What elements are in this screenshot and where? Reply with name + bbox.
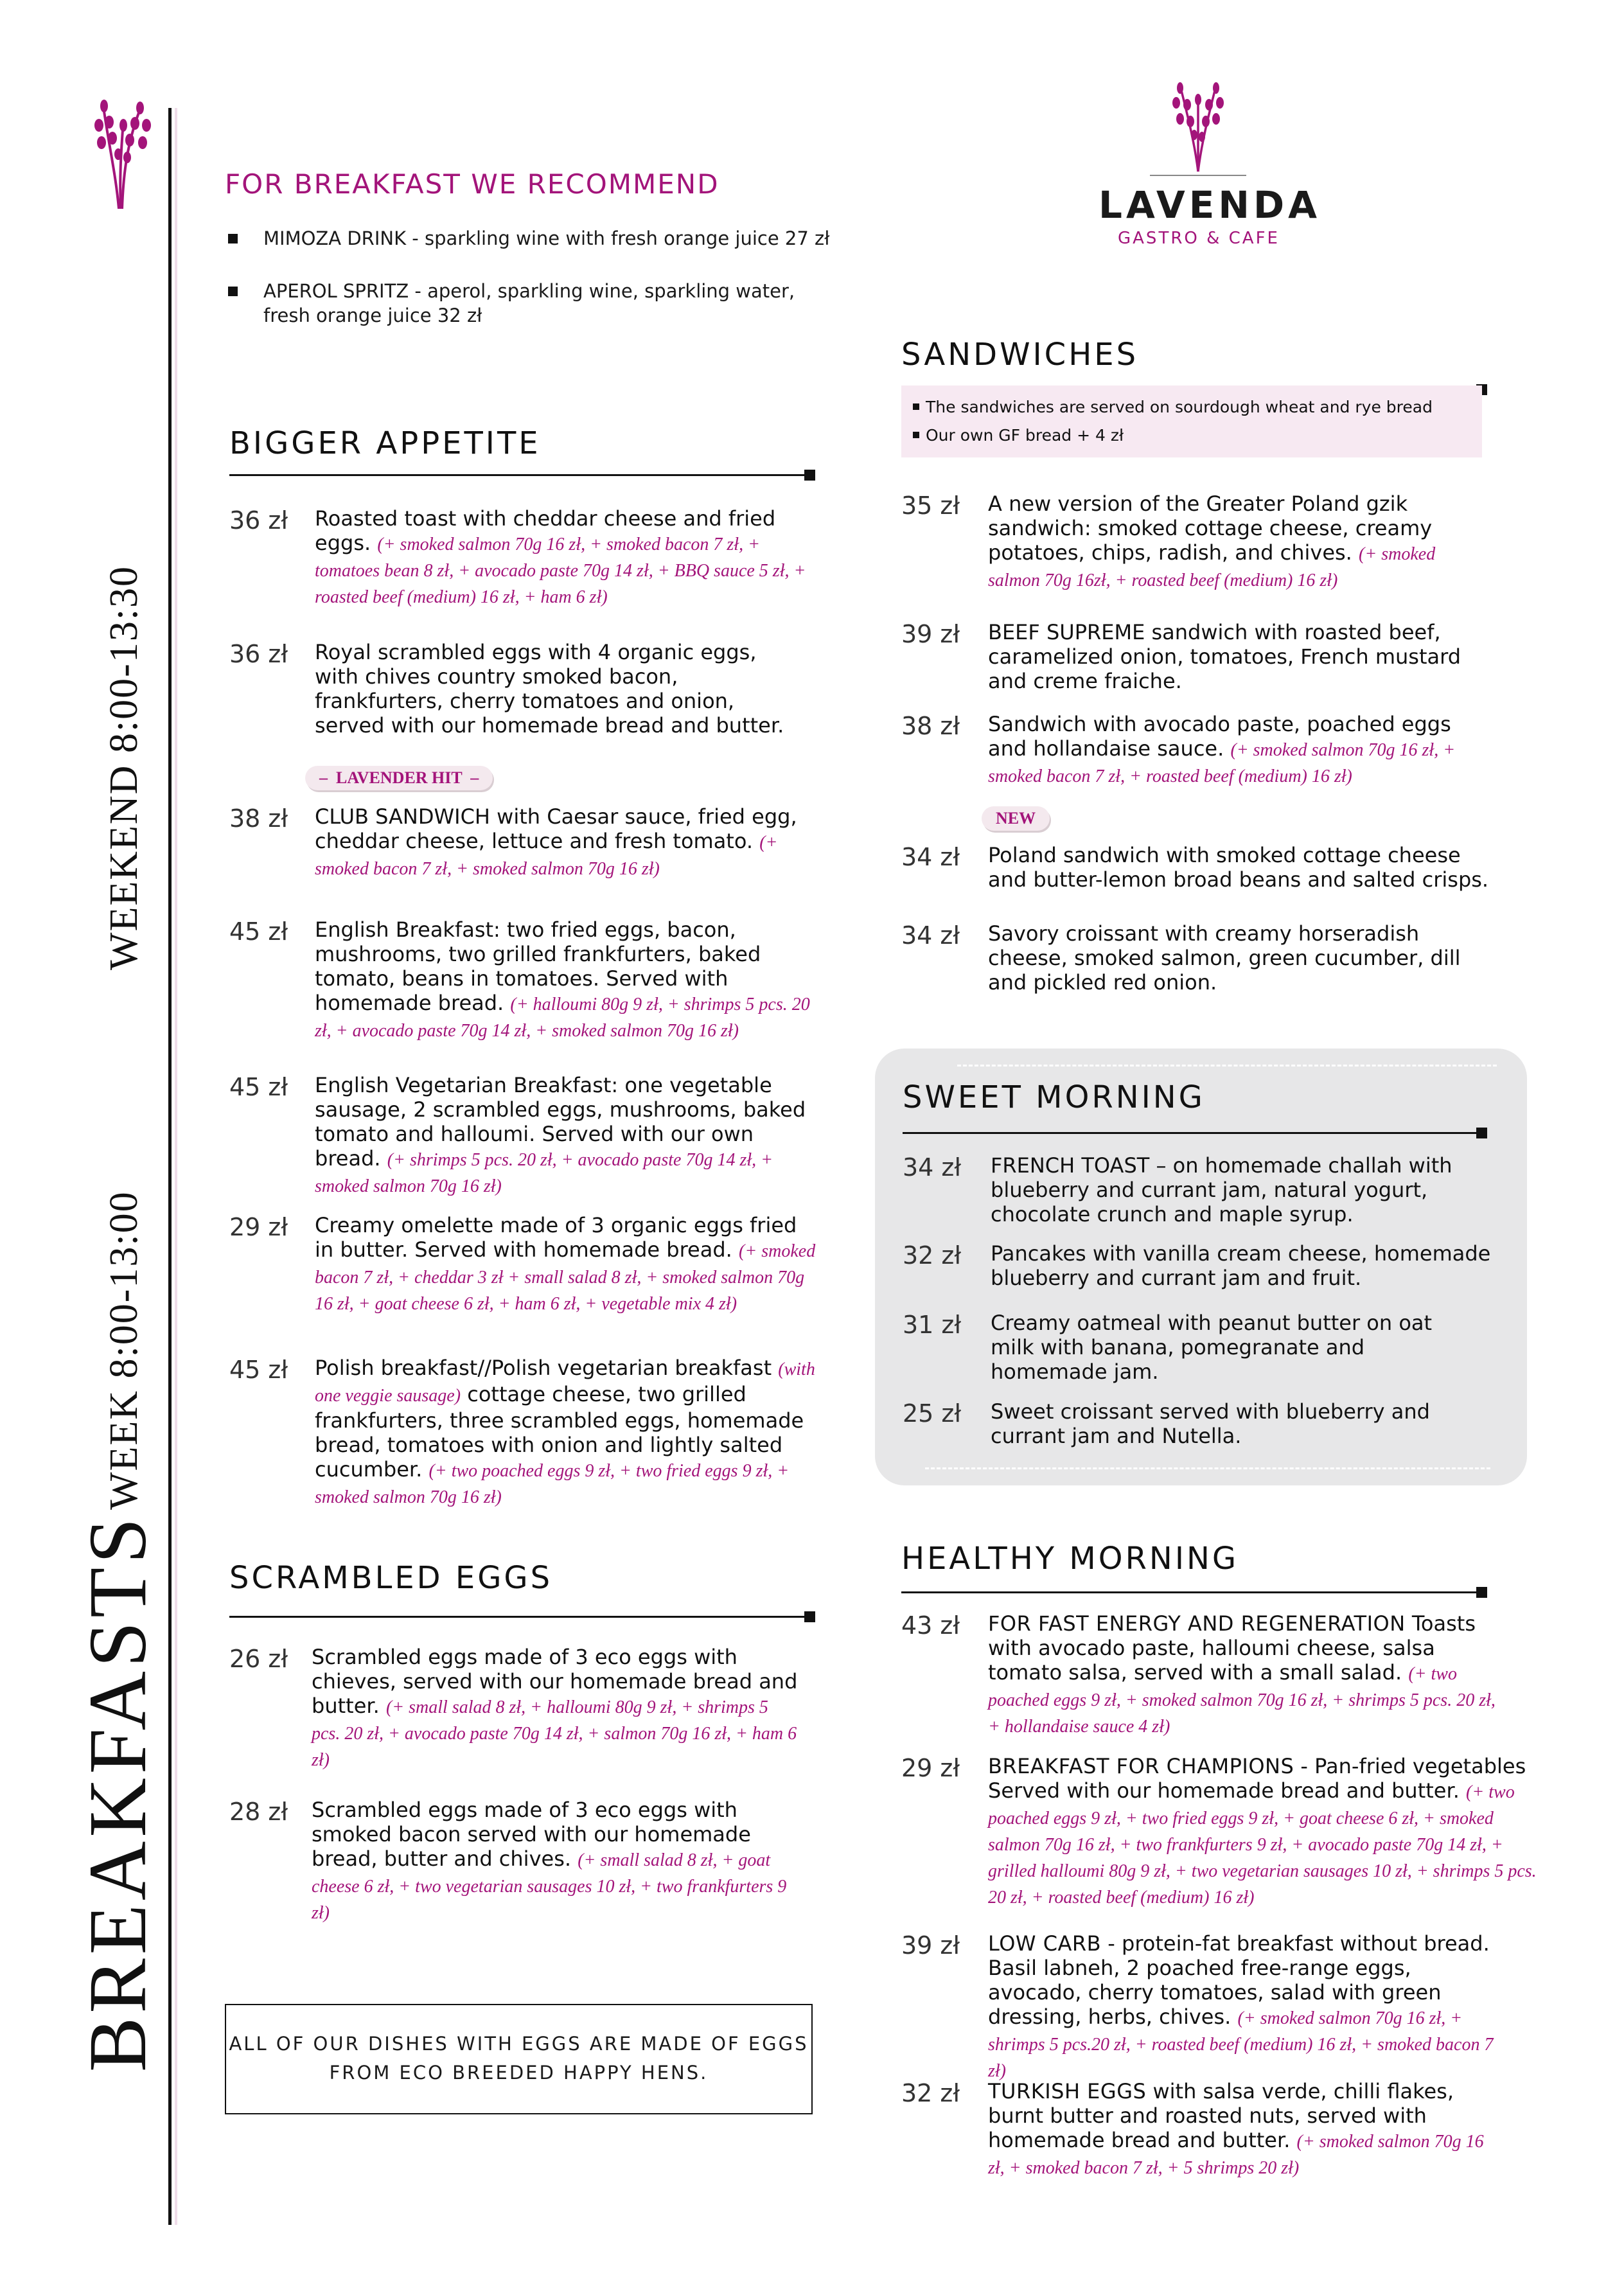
brand-name: LAVENDA <box>1099 183 1321 227</box>
new-badge: NEW <box>982 806 1050 831</box>
item-description: FRENCH TOAST – on homemade challah with blueberry and currant jam, natural yogurt, chocolate crunch and maple syrup. <box>991 1153 1452 1226</box>
item-price: 35 zł <box>901 491 960 520</box>
item-extras: (+ smoked bacon 7 zł, + cheddar 3 zł + small salad 8 zł, + smoked salmon 70g 16 zł, + goat cheese 6 zł, + ham 6 zł, + vegetable mix 4 zł) <box>315 1241 816 1314</box>
item-price: 36 zł <box>229 640 288 668</box>
sidebar-accent-line <box>175 108 177 2225</box>
item-description: Polish breakfast//Polish vegetarian breakfast <box>315 1356 772 1380</box>
item-extras: (+ smoked bacon 7 zł, + smoked salmon 70g 16 zł) <box>315 833 778 879</box>
item-price: 31 zł <box>903 1311 962 1339</box>
section-title-sandwiches: SANDWICHES <box>901 337 1139 373</box>
item-extras: (+ small salad 8 zł, + halloumi 80g 9 zł, + shrimps 5 pcs. 20 zł, + avocado paste 70g 14 zł, + salmon 70g 16 zł, + ham 6 zł) <box>312 1697 797 1770</box>
item-price: 29 zł <box>229 1213 288 1241</box>
section-title-healthy-morning: HEALTHY MORNING <box>901 1541 1239 1577</box>
item-extras: (+ two poached eggs 9 zł, + two fried eggs 9 zł, + smoked salmon 70g 16 zł) <box>315 1461 790 1507</box>
bullet-icon <box>913 432 919 438</box>
item-price: 39 zł <box>901 1931 960 1960</box>
item-name: FOR FAST ENERGY AND REGENERATION <box>988 1611 1406 1636</box>
bullet-icon <box>228 287 238 296</box>
item-price: 34 zł <box>903 1153 962 1182</box>
item-price: 45 zł <box>229 917 288 946</box>
brand-tagline: GASTRO & CAFE <box>1118 229 1280 248</box>
item-extras: (+ halloumi 80g 9 zł, + shrimps 5 pcs. 20 zł, + avocado paste 70g 14 zł, + smoked salmon 70g 16 zł) <box>315 995 810 1041</box>
item-price: 34 zł <box>901 921 960 950</box>
item-description: - protein-fat breakfast without bread. Basil labneh, 2 poached free-range eggs, avocado, cherry tomatoes, salad with green dressing, herbs, chives. <box>988 1931 1490 2029</box>
lavender-hit-badge: – LAVENDER HIT – <box>305 766 493 790</box>
logo-divider <box>1150 175 1246 176</box>
item-description: Sandwich with avocado paste, poached eggs and hollandaise sauce. <box>988 712 1451 761</box>
recommend-item: MIMOZA DRINK - sparkling wine with fresh orange juice 27 zł <box>228 226 858 251</box>
section-title-sweet-morning: SWEET MORNING <box>903 1079 1205 1115</box>
item-price: 28 zł <box>229 1798 288 1826</box>
bullet-icon <box>913 403 919 410</box>
item-price: 32 zł <box>901 2079 960 2107</box>
item-name: LOW CARB <box>988 1931 1102 1956</box>
panel-dashed-border <box>957 1065 1497 1067</box>
section-rule <box>901 1591 1486 1593</box>
section-rule <box>229 1616 814 1618</box>
item-price: 39 zł <box>901 620 960 648</box>
item-extras: (with one veggie sausage) <box>315 1359 815 1406</box>
section-title-scrambled-eggs: SCRAMBLED EGGS <box>229 1560 553 1596</box>
item-name: TURKISH EGGS <box>988 2079 1147 2103</box>
item-extras: (+ small salad 8 zł, + goat cheese 6 zł, + two vegetarian sausages 10 zł, + two frankfurters 9 zł) <box>312 1850 787 1923</box>
item-description: Poland sandwich with smoked cottage cheese and butter-lemon broad beans and salted crisps. <box>988 843 1489 892</box>
item-description: CLUB SANDWICH with Caesar sauce, fried egg, cheddar cheese, lettuce and fresh tomato. <box>315 804 797 853</box>
eggs-note: ALL OF OUR DISHES WITH EGGS ARE MADE OF EGGS FROM ECO BREEDED HAPPY HENS. <box>225 2004 813 2114</box>
lavender-icon <box>90 96 154 212</box>
item-price: 43 zł <box>901 1611 960 1640</box>
item-price: 38 zł <box>901 712 960 740</box>
item-description: Royal scrambled eggs with 4 organic eggs, with chives country smoked bacon, frankfurters, cherry tomatoes and onion, served with our homemade bread and butter. <box>315 640 784 738</box>
item-extras: (+ smoked salmon 70g 16 zł, + smoked bacon 7 zł, + tomatoes bean 8 zł, + avocado paste 70g 14 zł, + BBQ sauce 5 zł, + roasted beef (medium) 16 zł, + ham 6 zł) <box>315 535 806 607</box>
item-description: A new version of the Greater Poland gzik sandwich: smoked cottage cheese, creamy potatoes, chips, radish, and chives. <box>988 491 1433 565</box>
item-description: with salsa verde, chilli flakes, burnt butter and roasted nuts, served with homemade bread and butter. <box>988 2079 1454 2152</box>
item-price: 38 zł <box>229 804 288 833</box>
item-description: - Pan-fried vegetables Served with our homemade bread and butter. <box>988 1754 1526 1803</box>
item-description: Scrambled eggs made of 3 eco eggs with smoked bacon served with our homemade bread, butter and chives. <box>312 1798 751 1871</box>
item-extras: (+ smoked salmon 70g 16 zł, + shrimps 5 pcs.20 zł, + roasted beef (medium) 16 zł, + smoked bacon 7 zł) <box>988 2008 1494 2081</box>
item-price: 45 zł <box>229 1073 288 1101</box>
item-extras: (+ smoked salmon 70g 16 zł, + smoked bacon 7 zł, + 5 shrimps 20 zł) <box>988 2132 1484 2178</box>
item-price: 45 zł <box>229 1356 288 1384</box>
item-description: English Vegetarian Breakfast: one vegetable sausage, 2 scrambled eggs, mushrooms, baked tomato and halloumi. Served with our own bread. <box>315 1073 806 1171</box>
section-rule <box>229 474 814 476</box>
bullet-icon <box>228 234 238 243</box>
item-description: Sweet croissant served with blueberry and currant jam and Nutella. <box>991 1399 1430 1448</box>
item-description: Scrambled eggs made of 3 eco eggs with chieves, served with our homemade bread and butter. <box>312 1645 798 1718</box>
item-description: Roasted toast with cheddar cheese and fried eggs. <box>315 506 776 555</box>
item-price: 36 zł <box>229 506 288 535</box>
item-price: 34 zł <box>901 843 960 871</box>
sidebar-divider <box>168 108 172 2225</box>
sidebar-title: BREAKFASTS <box>72 1514 163 2072</box>
item-price: 25 zł <box>903 1399 962 1428</box>
item-description: English Breakfast: two fried eggs, bacon, mushrooms, two grilled frankfurters, baked tomato, beans in tomatoes. Served with homemade bread. <box>315 917 761 1015</box>
week-hours: WEEK 8:00-13:00 <box>102 1191 146 1510</box>
panel-dashed-border <box>925 1467 1490 1469</box>
item-description: Creamy oatmeal with peanut butter on oat milk with banana, pomegranate and homemade jam. <box>991 1311 1433 1384</box>
item-extras: (+ two poached eggs 9 zł, + two fried eggs 9 zł, + goat cheese 6 zł, + smoked salmon 70g 16 zł, + two frankfurters 9 zł, + avocado paste 70g 14 zł, + grilled halloumi 80g 9 zł, + two vegetarian sausages 10 zł, + shrimps 5 pcs. 20 zł, + roasted beef (medium) 16 zł) <box>988 1782 1537 1908</box>
item-name: BREAKFAST FOR CHAMPIONS <box>988 1754 1294 1778</box>
logo-lavender-icon <box>1166 80 1230 173</box>
item-extras: (+ smoked salmon 70g 16 zł, + smoked bacon 7 zł, + roasted beef (medium) 16 zł) <box>988 740 1456 786</box>
item-description: Pancakes with vanilla cream cheese, homemade blueberry and currant jam and fruit. <box>991 1241 1491 1290</box>
item-extras: (+ smoked salmon 70g 16zł, + roasted beef (medium) 16 zł) <box>988 544 1436 590</box>
recommend-title: FOR BREAKFAST WE RECOMMEND <box>225 168 719 200</box>
weekend-hours: WEEKEND 8:00-13:30 <box>102 565 146 970</box>
item-description: Toasts with avocado paste, halloumi cheese, salsa tomato salsa, served with a small salad. <box>988 1611 1476 1685</box>
item-description: Savory croissant with creamy horseradish cheese, smoked salmon, green cucumber, dill and pickled red onion. <box>988 921 1461 995</box>
item-price: 26 zł <box>229 1645 288 1673</box>
item-description: Creamy omelette made of 3 organic eggs fried in butter. Served with homemade bread. <box>315 1213 797 1262</box>
recommend-item: APEROL SPRITZ - aperol, sparkling wine, sparkling water, fresh orange juice 32 zł <box>228 279 806 328</box>
section-title-bigger-appetite: BIGGER APPETITE <box>229 425 541 461</box>
item-price: 29 zł <box>901 1754 960 1782</box>
item-extras: (+ shrimps 5 pcs. 20 zł, + avocado paste 70g 14 zł, + smoked salmon 70g 16 zł) <box>315 1150 773 1196</box>
section-rule <box>903 1132 1486 1134</box>
item-description: cottage cheese, two grilled frankfurters, three scrambled eggs, homemade bread, tomatoes with onion and lightly salted cucumber. <box>315 1382 804 1482</box>
sandwich-notes: The sandwiches are served on sourdough wheat and rye bread Our own GF bread + 4 zł <box>901 385 1482 457</box>
item-extras: (+ two poached eggs 9 zł, + smoked salmon 70g 16 zł, + shrimps 5 pcs. 20 zł, + hollandaise sauce 4 zł) <box>988 1664 1496 1737</box>
item-description: BEEF SUPREME sandwich with roasted beef, caramelized onion, tomatoes, French mustard and creme fraiche. <box>988 620 1461 693</box>
item-price: 32 zł <box>903 1241 962 1270</box>
